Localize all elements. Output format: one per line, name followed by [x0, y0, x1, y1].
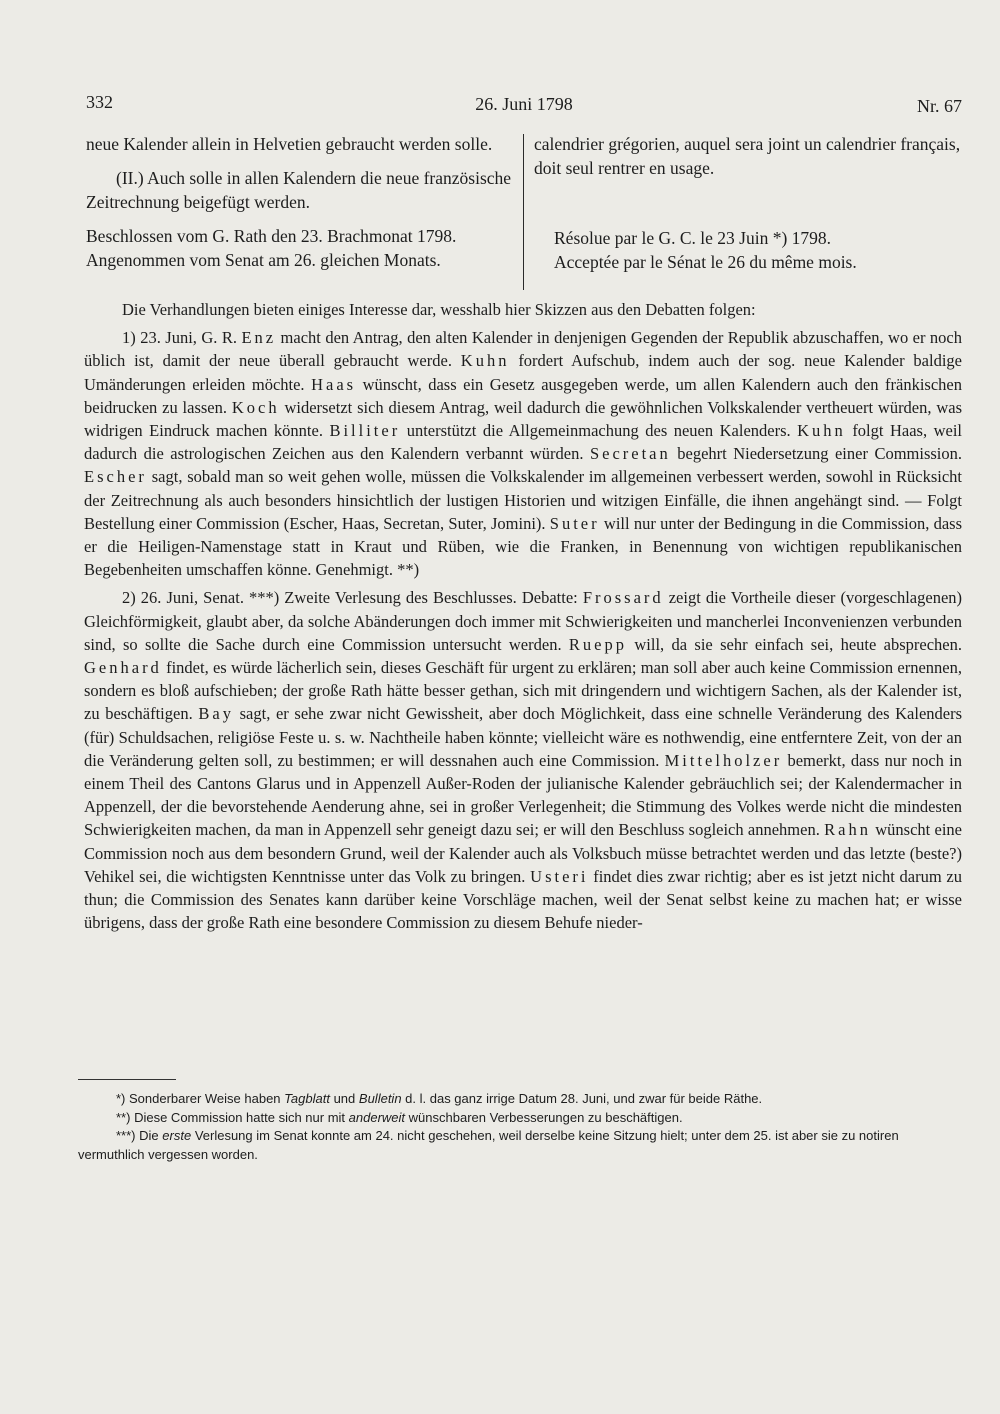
intro-paragraph: Die Verhandlungen bieten einiges Interesse dar, wesshalb hier Skizzen aus den Debatten folgen: — [122, 300, 756, 319]
page-number: 332 — [86, 92, 113, 112]
session-2-heading: 2) 26. Juni, Senat. ***) Zweite Verlesung des Beschlusses. Debatte: — [122, 588, 578, 608]
footnote-text: wünschbaren Verbesserungen zu beschäftigen. — [408, 1109, 683, 1125]
session-1-heading: 1) 23. Juni, G. R. — [122, 328, 237, 348]
footnote-mark: ***) — [116, 1128, 136, 1143]
german-column — [86, 132, 514, 272]
speaker-koch: Koch — [231, 397, 280, 417]
speech-text: fordert Aufschub, indem auch der sog. neue Kalender baldige Umänderungen erleiden möchte. — [84, 351, 962, 394]
speech-text: zeigt die Vortheile dieser (vorgeschlagenen) Gleichförmigkeit, glaubt aber, da solche Abänderungen doch immer mit Schwierigkeiten und mancherlei Inconvenienzen verbunden sind, so sollte die Sache durch eine Commission untersucht werden. — [84, 588, 963, 654]
french-acceptance: Acceptée par le Sénat le 26 du même mois. — [554, 252, 857, 272]
footnote-mark: **) — [116, 1109, 131, 1125]
speech-text: findet, es würde lächerlich sein, dieses Geschäft für urgent zu erklären; man soll aber auch keine Commission ernennen, sondern es bloß aufschieben; der große Rath hätte besser gethan, sich mit dringendern und wichtigern Sachen, als der Kalender ist, zu beschäftigen. — [84, 658, 962, 724]
footnote-text: d. l. das ganz irrige Datum 28. Juni, und zwar für beide Räthe. — [405, 1091, 763, 1106]
header-date: 26. Juni 1798 — [475, 94, 573, 114]
speaker-usteri: Usteri — [530, 866, 589, 886]
speech-text: unterstützt die Allgemeinmachung des neuen Kalenders. — [406, 421, 791, 441]
source-bulletin: Bulletin — [358, 1091, 402, 1106]
speaker-escher: Escher — [84, 467, 147, 487]
speaker-kuhn: Kuhn — [460, 351, 510, 371]
speaker-kuhn: Kuhn — [797, 421, 846, 441]
footnote-2 — [78, 1109, 962, 1128]
debate-session-2 — [84, 586, 962, 934]
footnote-mark: *) — [116, 1091, 126, 1106]
debate-session-1 — [84, 326, 962, 581]
footnote-3 — [78, 1127, 962, 1164]
speaker-ruepp: Ruepp — [568, 634, 628, 654]
document-number: Nr. 67 — [917, 96, 962, 116]
speaker-rahn: Rahn — [824, 820, 871, 840]
speaker-mittelholzer: Mittelholzer — [664, 750, 783, 770]
bilingual-columns — [86, 132, 962, 292]
speaker-secretan: Secretan — [589, 444, 671, 464]
speech-text: will, da sie sehr einfach sei, heute absprechen. — [634, 634, 962, 654]
footnote-text: Sonderbarer Weise haben — [129, 1091, 281, 1106]
speaker-billiter: Billiter — [329, 421, 401, 441]
speech-text: wünscht, dass ein Gesetz ausgegeben werde, um allen Kalendern auch den fränkischen beidrucken zu lassen. — [84, 374, 962, 417]
emphasis-erste: erste — [162, 1128, 192, 1143]
french-resolution: Résolue par le G. C. le 23 Juin *) 1798. — [554, 228, 832, 248]
german-resolution: Beschlossen vom G. Rath den 23. Brachmonat 1798. — [86, 226, 457, 246]
footnote-text: Diese Commission hatte sich nur mit — [134, 1109, 346, 1125]
speech-text: will nur unter der Bedingung in die Commission, dass er die Heiligen-Namenstage statt in Kraut und Rüben, wie die Franken, in Benennung von wichtigen republikanischen Begebenheiten umschaffen könne. Genehmigt. **) — [84, 513, 963, 580]
speaker-suter: Suter — [549, 513, 600, 533]
speech-text: folgt Haas, weil dadurch die astrologischen Zeichen aus den Kalendern verbannt würden. — [84, 421, 962, 464]
footnote-rule — [78, 1079, 176, 1080]
source-tagblatt: Tagblatt — [284, 1091, 330, 1106]
german-text-2: (II.) Auch solle in allen Kalendern die neue französische Zeitrechnung beigefügt werden. — [86, 168, 512, 212]
footnote-1 — [78, 1090, 962, 1109]
emphasis-anderweit: anderweit — [348, 1109, 406, 1125]
speaker-haas: Haas — [311, 374, 357, 394]
speech-text: macht den Antrag, den alten Kalender in denjenigen Gegenden der Republik abzuschaffen, wo er noch üblich ist, damit der neue überall gebraucht werde. — [84, 328, 962, 371]
speech-text: findet dies zwar richtig; aber es ist jetzt nicht darum zu thun; die Commission des Senates kann darüber keine Vorschläge machen, weil der Senat selbst keine zu machen hat; er wisse übrigens, dass der große Rath eine besondere Commission zu diesem Behufe nieder- — [84, 866, 962, 933]
speech-text: sagt, er sehe zwar nicht Gewissheit, aber doch Möglichkeit, dass eine schnelle Veränderung des Kalenders (für) Schuldsachen, religiöse Feste u. s. w. Nachtheile haben könnte; vielleicht wäre es nothwendig, eine entferntere Zeit, von der an die Veränderung gelten soll, zu bestimmen; er will dessnahen auch eine Commission. — [84, 704, 963, 770]
column-divider — [523, 134, 524, 290]
speech-text: begehrt Niedersetzung einer Commission. — [677, 444, 962, 464]
speech-text: sagt, sobald man so weit gehen wolle, müssen die Volkskalender im allgemeinen verbessert werden, sowohl in Rücksicht der Zeitrechnung als auch besonders hinsichtlich der lustigen Historien und witzigen Einfälle, die ihnen angehängt sind. — Folgt Bestellung einer Commission (Escher, Haas, Secretan, Suter, Jomini). — [84, 467, 962, 533]
french-text-1: calendrier grégorien, auquel sera joint un calendrier français, doit seul rentrer en usage. — [534, 134, 961, 178]
footnote-text: und — [333, 1091, 356, 1106]
speaker-genhard: Genhard — [84, 658, 162, 678]
german-text-1: neue Kalender allein in Helvetien gebraucht werden solle. — [86, 134, 493, 154]
speaker-bay: Bay — [198, 704, 234, 724]
speech-text: widersetzt sich diesem Antrag, weil dadurch die gewöhnlichen Volkskalender vertheuert würden, was widrigen Eindruck machen könnte. — [84, 397, 963, 441]
speaker-enz: Enz — [241, 328, 277, 348]
footnotes — [78, 1090, 962, 1164]
speech-text: bemerkt, dass nur noch in einem Theil des Cantons Glarus und in Appenzell Außer-Roden der julianische Kalender gebräuchlich sei; der Kalendermacher in Appenzell, der die bevorstehende Aenderung ahne, sei in großer Verlegenheit; die Stimmung des Volkes werde nicht die mindesten Schwierigkeiten machen, da man in Appenzell sehr geneigt dazu sei; er will den Beschluss sogleich annehmen. — [84, 750, 962, 840]
footnote-text: Verlesung im Senat konnte am 24. nicht geschehen, weil derselbe keine Sitzung hielt; unter dem 25. ist aber sie zu notiren vermuthlich vergessen worden. — [78, 1128, 899, 1162]
speech-text: wünscht eine Commission noch aus dem besondern Grund, weil der Kalender auch als Volksbuch müsse betrachtet werden und das letzte (beste?) Vehikel sei, die wichtigsten Kenntnisse unter das Volk zu bringen. — [84, 820, 963, 886]
german-acceptance: Angenommen vom Senat am 26. gleichen Monats. — [86, 250, 441, 270]
debate-text — [84, 298, 962, 939]
footnote-text: Die — [139, 1128, 159, 1143]
french-column — [534, 132, 962, 274]
speaker-frossard: Frossard — [582, 588, 664, 608]
